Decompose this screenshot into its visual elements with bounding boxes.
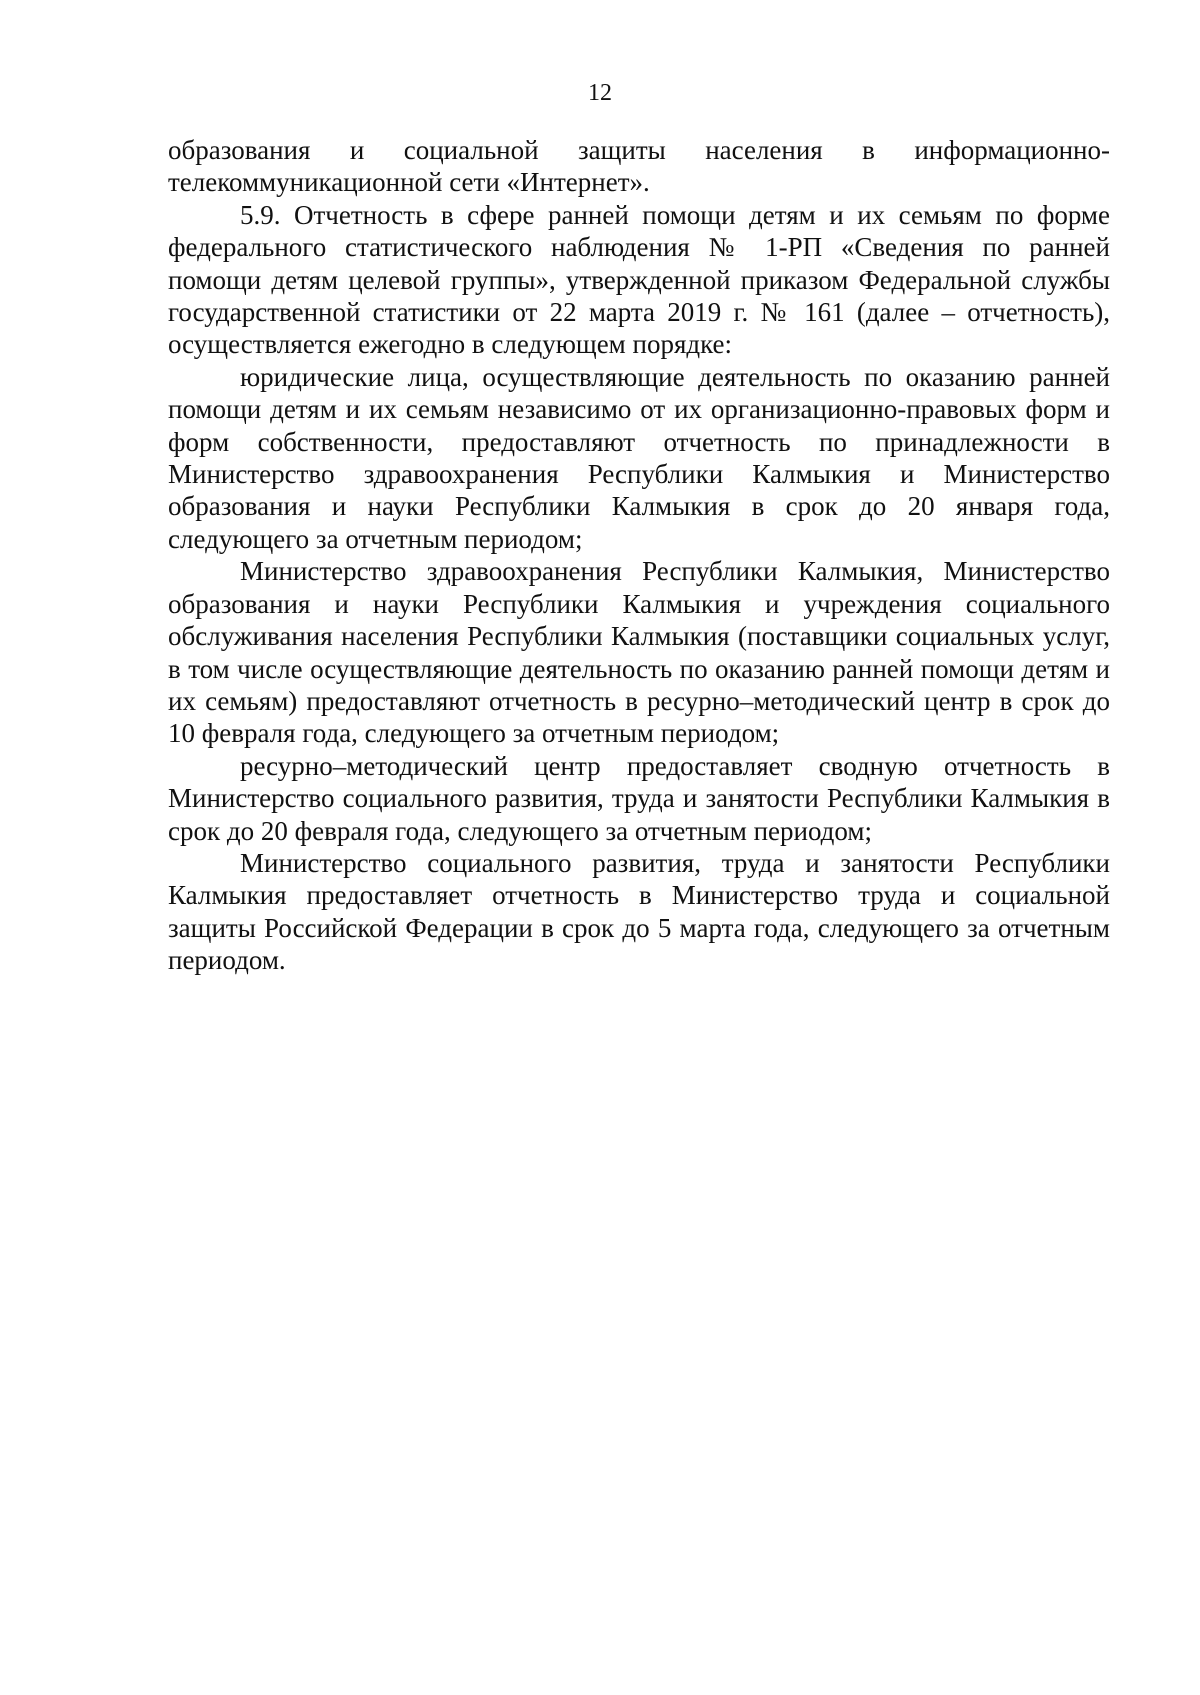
paragraph-section-5-9: 5.9. Отчетность в сфере ранней помощи детям и их семьям по форме федерального статистического наблюдения № 1-РП «Сведения по ранней помощи детям целевой группы», утвержденной приказом Федеральной службы государственной статистики от 22 марта 2019 г. № 161 (далее – отчетность), осуществляется ежегодно в следующем порядке: (168, 199, 1110, 360)
document-body (168, 134, 1110, 977)
paragraph-ministry-social-development: Министерство социального развития, труда и занятости Республики Калмыкия предоставляет отчетность в Министерство труда и социальной защиты Российской Федерации в срок до 5 марта года, следующего за отчетным периодом. (168, 847, 1110, 976)
page-number: 12 (588, 80, 612, 106)
paragraph-continuation: образования и социальной защиты населения в информационно-телекоммуникационной сети «Интернет». (168, 135, 1110, 198)
paragraph-legal-entities: юридические лица, осуществляющие деятельность по оказанию ранней помощи детям и их семьям независимо от их организационно-правовых форм и форм собственности, предоставляют отчетность по принадлежности в Министерство здравоохранения Республики Калмыкия и Министерство образования и науки Республики Калмыкия в срок до 20 января года, следующего за отчетным периодом; (168, 361, 1110, 554)
paragraph-ministries-reporting: Министерство здравоохранения Республики Калмыкия, Министерство образования и науки Республики Калмыкия и учреждения социального обслуживания населения Республики Калмыкия (поставщики социальных услуг, в том числе осуществляющие деятельность по оказанию ранней помощи детям и их семьям) предоставляют отчетность в ресурно–методический центр в срок до 10 февраля года, следующего за отчетным периодом; (168, 556, 1110, 749)
paragraph-resource-center: ресурно–методический центр предоставляет сводную отчетность в Министерство социального развития, труда и занятости Республики Калмыкия в срок до 20 февраля года, следующего за отчетным периодом; (168, 750, 1110, 846)
